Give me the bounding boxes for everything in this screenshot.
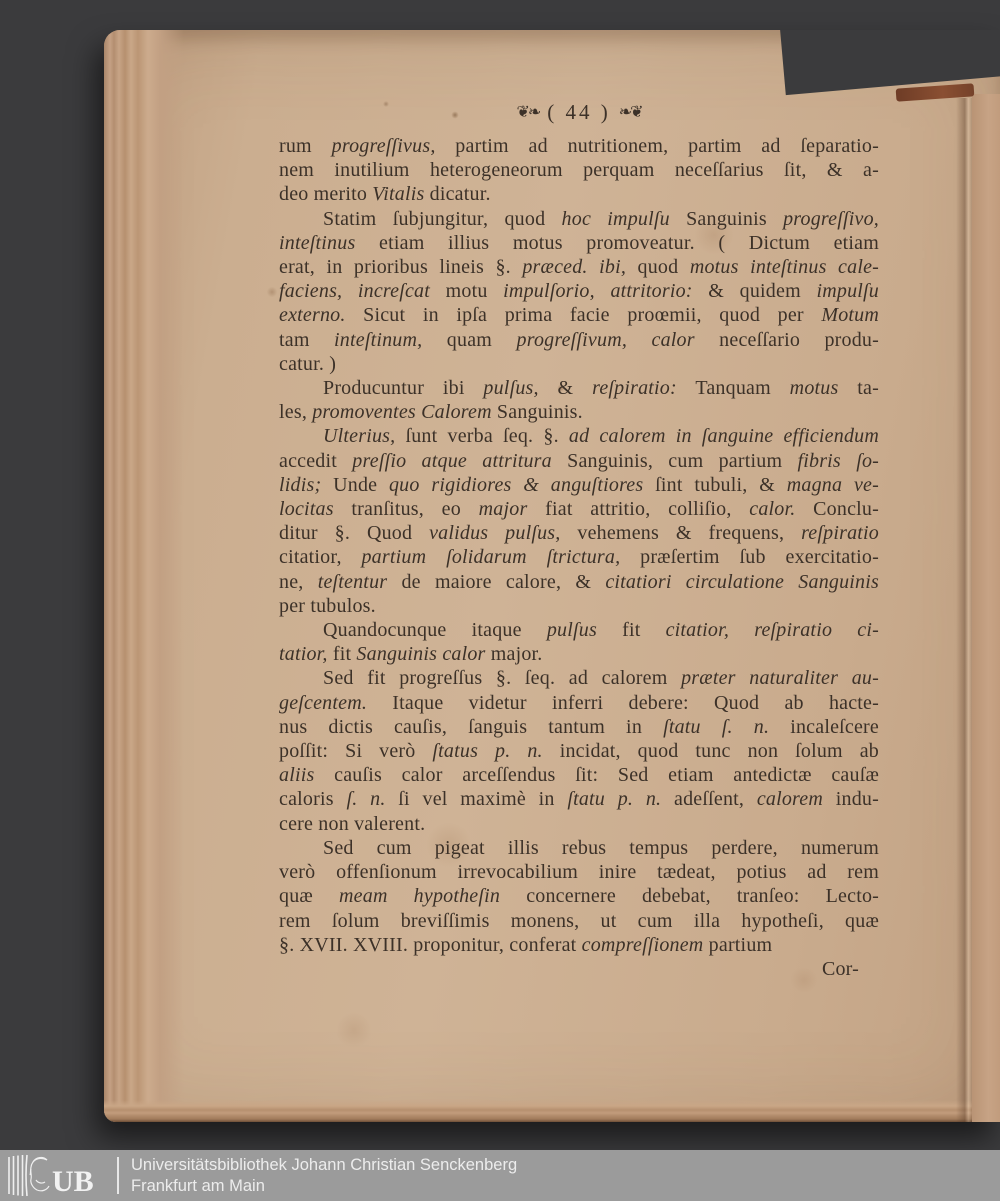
text-line: Statim ſubjungitur, quod hoc impulſu Sanguinis progreſſivo,: [323, 207, 879, 230]
page-edge-stack-left: [104, 30, 184, 1122]
page-number: ( 44 ): [547, 100, 611, 124]
text-line: citatior, partium ſolidarum ſtrictura, præſertim ſub exercitatio-: [279, 546, 879, 569]
page-edge-stack-bottom: [104, 1100, 1000, 1122]
logo-book-pages: [9, 1155, 27, 1196]
text-line: tatior, fit Sanguinis calor major.: [279, 643, 543, 666]
text-line: ne, teſtentur de maiore calore, & citatiori circulatione Sanguinis: [279, 570, 879, 593]
fleuron-ornament-left: ❦❧: [516, 102, 540, 121]
text-line: externo. Sicut in ipſa prima facie proœmii, quod per Motum: [279, 304, 879, 327]
library-city: Frankfurt am Main: [131, 1177, 265, 1195]
text-line: tam inteſtinum, quam progreſſivum, calor neceſſario produ-: [279, 328, 879, 351]
catchword: Cor-: [821, 957, 859, 980]
fleuron-ornament-right: ❧❦: [618, 102, 642, 121]
text-line: catur. ): [279, 352, 337, 375]
library-footer-bar: [0, 1150, 1000, 1201]
book-page: [104, 30, 1000, 1122]
text-line: Ulterius, ſunt verba ſeq. §. ad calorem in ſanguine efficiendum: [323, 425, 879, 448]
text-line: Sed cum pigeat illis rebus tempus perdere, numerum: [323, 836, 879, 859]
logo-divider: [117, 1157, 119, 1194]
text-line: rem ſolum breviſſimis monens, ut cum illa hypotheſi, quæ: [279, 909, 879, 932]
text-line: per tubulos.: [279, 594, 376, 617]
text-line: poſſit: Si verò ſtatus p. n. incidat, quod tunc non ſolum ab: [279, 740, 880, 763]
text-line: deo merito Vitalis dicatur.: [279, 183, 491, 206]
text-line: inteſtinus etiam illius motus promoveatur. ( Dictum etiam: [279, 231, 879, 254]
goethe-portrait-icon: [30, 1158, 49, 1191]
text-line: nem inutilium heterogeneorum perquam neceſſarius ſit, & a-: [279, 159, 879, 182]
paragraph: [279, 376, 879, 424]
ub-logo-text: UB: [52, 1165, 94, 1198]
text-line: nus dictis cauſis, ſanguis tantum in ſtatu ſ. n. incaleſcere: [279, 715, 879, 738]
text-line: Sed fit progreſſus §. ſeq. ad calorem præter naturaliter au-: [323, 667, 879, 690]
text-line: Producuntur ibi pulſus, & reſpiratio: Tanquam motus ta-: [323, 377, 879, 400]
text-line: §. XVII. XVIII. proponitur, conferat compreſſionem partium: [279, 933, 773, 956]
gutter-crease: [956, 98, 972, 1122]
paragraph: [279, 207, 879, 376]
text-line: Quandocunque itaque pulſus fit citatior, reſpiratio ci-: [323, 619, 879, 642]
text-line: lidis; Unde quo rigidiores & anguſtiores ſint tubuli, & magna ve-: [279, 473, 879, 496]
ub-logo: [6, 1153, 106, 1198]
text-line: les, promoventes Calorem Sanguinis.: [279, 401, 583, 424]
footer-text: [131, 1155, 517, 1197]
text-line: faciens, increſcat motu impulſorio, attritorio: & quidem impulſu: [279, 280, 879, 303]
text-line: locitas tranſitus, eo major fiat attritio, colliſio, calor. Conclu-: [279, 498, 879, 521]
text-line: quæ meam hypotheſin concernere debebat, tranſeo: Lecto-: [279, 885, 880, 908]
library-name: Universitätsbibliothek Johann Christian Senckenberg: [131, 1156, 518, 1174]
text-line: rum progreſſivus, partim ad nutritionem, partim ad ſeparatio-: [279, 135, 879, 157]
text-line: cere non valerent.: [279, 812, 426, 835]
body-text: [279, 134, 879, 957]
text-line: erat, in prioribus lineis §. præced. ibi, quod motus inteſtinus cale-: [279, 256, 880, 279]
paragraph: [279, 424, 879, 618]
text-line: aliis cauſis calor arceſſendus ſit: Sed etiam antedictæ cauſæ: [279, 764, 879, 787]
paragraph: [279, 618, 879, 666]
text-line: ditur §. Quod validus pulſus, vehemens & frequens, reſpiratio: [279, 522, 879, 545]
text-line: geſcentem. Itaque videtur inferri debere: Quod ab hacte-: [279, 691, 879, 714]
page-header: [279, 100, 879, 134]
text-line: accedit preſſio atque attritura Sanguinis, cum partium fibris ſo-: [279, 449, 880, 472]
text-block: [279, 100, 879, 981]
paragraph: [279, 666, 879, 835]
facing-page-sliver: [972, 94, 1000, 1122]
paragraph: [279, 836, 879, 957]
text-line: caloris ſ. n. ſi vel maximè in ſtatu p. n. adeſſent, calorem indu-: [279, 788, 879, 811]
paragraph: [279, 134, 879, 207]
text-line: verò offenſionum irrevocabilium inire tædeat, potius ad rem: [279, 861, 879, 884]
